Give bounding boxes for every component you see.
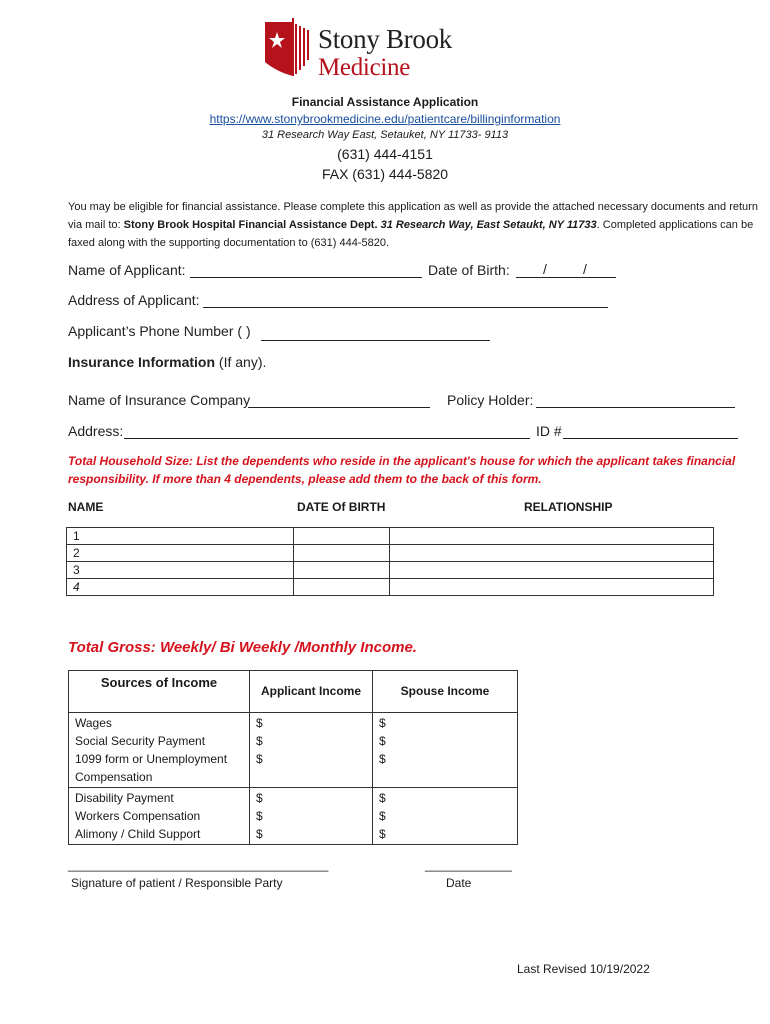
dependent-name-cell[interactable]: 2 (67, 545, 294, 562)
header-fax: FAX (631) 444-5820 (321, 166, 449, 182)
date-line[interactable]: _____________ (425, 858, 512, 872)
dependent-relationship-cell[interactable] (390, 579, 714, 596)
income-section-title: Total Gross: Weekly/ Bi Weekly /Monthly Income. (68, 639, 417, 656)
table-row (67, 528, 714, 545)
table-row (67, 579, 714, 596)
dependent-dob-cell[interactable] (294, 545, 390, 562)
name-of-applicant-label: Name of Applicant: (68, 262, 186, 278)
dob-slash-1: / (543, 261, 547, 277)
phone-number-field[interactable] (261, 340, 490, 341)
header-phone: (631) 444-4151 (337, 146, 433, 162)
dependent-name-cell[interactable]: 4 (67, 579, 294, 596)
spouse-income-cell[interactable]: $ $ $ (373, 788, 518, 845)
id-label: ID # (536, 423, 562, 439)
billing-info-link[interactable]: https://www.stonybrookmedicine.edu/patientcare/billinginformation (209, 112, 561, 126)
spouse-income-cell[interactable]: $ $ $ (373, 713, 518, 788)
insurance-address-label: Address: (68, 423, 124, 439)
dependent-relationship-cell[interactable] (390, 528, 714, 545)
id-field[interactable] (563, 438, 738, 439)
logo-text-stony-brook: Stony Brook (318, 24, 452, 54)
sources-of-income-header: Sources of Income (69, 671, 250, 713)
dependents-header-name: NAME (68, 500, 104, 514)
last-revised-footer: Last Revised 10/19/2022 (517, 962, 650, 976)
income-source-label: Wages Social Security Payment 1099 form or Unemployment Compensation (69, 713, 250, 788)
header-address: 31 Research Way East, Setauket, NY 11733- 9113 (261, 129, 509, 141)
address-of-applicant-label: Address of Applicant: (68, 292, 200, 308)
signature-line[interactable]: _______________________________________ (68, 858, 329, 872)
income-source-label: Disability Payment Workers Compensation Alimony / Child Support (69, 788, 250, 845)
date-of-birth-field[interactable] (516, 277, 616, 278)
dependent-dob-cell[interactable] (294, 579, 390, 596)
date-label: Date (446, 876, 472, 890)
income-table (68, 670, 518, 845)
date-of-birth-label: Date of Birth: (428, 262, 510, 278)
table-row (69, 788, 518, 845)
policy-holder-label: Policy Holder: (447, 392, 534, 408)
insurance-info-heading: Insurance Information (If any). (68, 354, 267, 370)
address-of-applicant-field[interactable] (203, 307, 608, 308)
dependent-name-cell[interactable]: 1 (67, 528, 294, 545)
insurance-company-label: Name of Insurance Company (68, 392, 251, 408)
table-row (69, 671, 518, 713)
dependent-dob-cell[interactable] (294, 528, 390, 545)
applicant-income-header: Applicant Income (250, 671, 373, 713)
logo-text-medicine: Medicine (318, 54, 411, 81)
shield-emblem-icon (263, 18, 315, 80)
form-title: Financial Assistance Application (291, 95, 479, 109)
dependent-dob-cell[interactable] (294, 562, 390, 579)
name-of-applicant-field[interactable] (190, 277, 422, 278)
dob-slash-2: / (583, 261, 587, 277)
table-row (67, 562, 714, 579)
household-size-note: Total Household Size: List the dependents who reside in the applicant's house for which the applicant takes financial responsibility. If more than 4 dependents, please add them to the back of this form. (68, 454, 736, 486)
dependent-name-cell[interactable]: 3 (67, 562, 294, 579)
applicant-income-cell[interactable]: $ $ $ (250, 788, 373, 845)
intro-paragraph: You may be eligible for financial assistance. Please complete this application as well as provide the attached necessary documents and return via mail to: Stony Brook Hospital Financial Assistance Dept. 31 Research Way, East Setaukt, NY 11733. Completed applications can be faxed along with the supporting documentation to (631) 444-5820. (68, 201, 758, 249)
dependent-relationship-cell[interactable] (390, 545, 714, 562)
applicant-income-cell[interactable]: $ $ $ (250, 713, 373, 788)
signature-label: Signature of patient / Responsible Party (71, 876, 283, 890)
insurance-company-field[interactable] (248, 407, 430, 408)
phone-number-label: Applicant’s Phone Number ( ) (68, 323, 251, 339)
dependents-header-relationship: RELATIONSHIP (524, 500, 613, 514)
policy-holder-field[interactable] (536, 407, 735, 408)
dependents-table (66, 527, 714, 596)
insurance-address-field[interactable] (124, 438, 530, 439)
table-row (69, 713, 518, 788)
spouse-income-header: Spouse Income (373, 671, 518, 713)
table-row (67, 545, 714, 562)
dependent-relationship-cell[interactable] (390, 562, 714, 579)
dependents-header-dob: DATE Of BIRTH (297, 500, 386, 514)
